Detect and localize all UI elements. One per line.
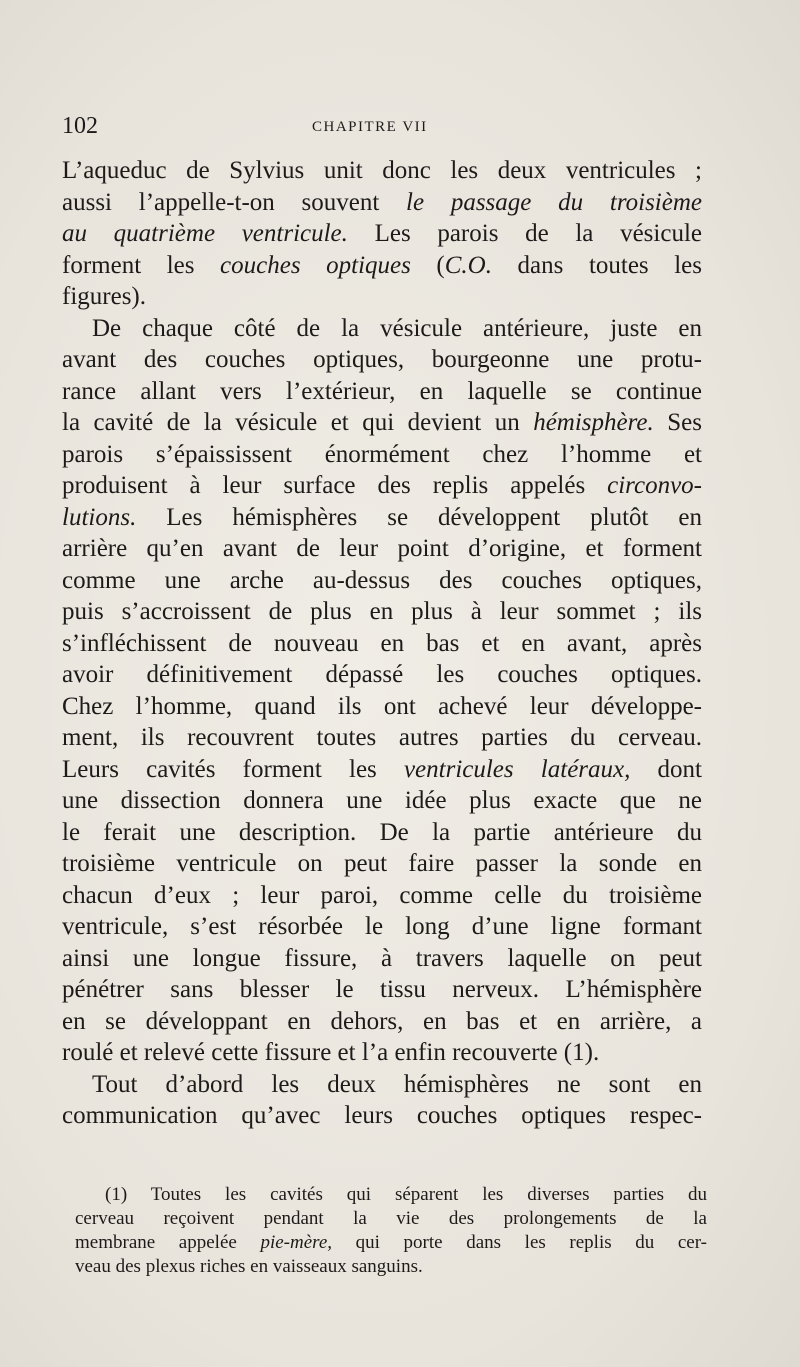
text-line: arrière qu’en avant de leur point d’origine, et forment: [62, 535, 702, 562]
text-line: chacun d’eux ; leur paroi, comme celle du troisième: [62, 881, 702, 909]
text-line: communication qu’avec leurs couches optiques respec-: [62, 1102, 702, 1129]
text-line: en se développant en dehors, en bas et en arrière, a: [62, 1007, 702, 1035]
text-line: le ferait une description. De la partie antérieure du: [62, 818, 702, 846]
footnote-line: cerveau reçoivent pendant la vie des prolongements de la: [75, 1208, 707, 1229]
text-line: s’infléchissent de nouveau en bas et en avant, après: [62, 629, 702, 657]
text-line: une dissection donnera une idée plus exacte que ne: [62, 787, 702, 814]
paragraph-start-line: De chaque côté de la vésicule antérieure, juste en: [92, 314, 702, 342]
text-line: parois s’épaississent énormément chez l’homme et: [62, 440, 702, 468]
paragraph-start-line: Tout d’abord les deux hémisphères ne sont en: [92, 1070, 702, 1098]
page-number: 102: [62, 113, 98, 139]
footnote: [75, 1183, 707, 1279]
text-line: Leurs cavités forment les ventricules latéraux, dont: [62, 755, 702, 783]
text-line: puis s’accroissent de plus en plus à leur sommet ; ils: [62, 598, 702, 625]
text-line: figures).: [62, 283, 146, 310]
text-line: lutions. Les hémisphères se développent plutôt en: [62, 503, 702, 531]
text-line: avant des couches optiques, bourgeonne une protu-: [62, 346, 702, 373]
text-line: avoir définitivement dépassé les couches optiques.: [62, 661, 702, 688]
text-line: comme une arche au-dessus des couches optiques,: [62, 566, 702, 594]
chapter-title: CHAPITRE VII: [312, 119, 428, 135]
running-head: [62, 113, 702, 143]
text-line: aussi l’appelle-t-on souvent le passage du troisième: [62, 188, 702, 216]
text-line: au quatrième ventricule. Les parois de la vésicule: [62, 220, 702, 247]
footnote-line: membrane appelée pie-mère, qui porte dans les replis du cer-: [75, 1232, 707, 1253]
text-line: rance allant vers l’extérieur, en laquelle se continue: [62, 377, 702, 405]
text-line: la cavité de la vésicule et qui devient un hémisphère. Ses: [62, 409, 702, 436]
text-line: L’aqueduc de Sylvius unit donc les deux ventricules ;: [62, 157, 702, 184]
text-line: ment, ils recouvrent toutes autres parties du cerveau.: [62, 724, 702, 751]
text-line: ventricule, s’est résorbée le long d’une ligne formant: [62, 913, 702, 940]
footnote-line: (1) Toutes les cavités qui séparent les diverses parties du: [105, 1184, 707, 1205]
text-line: produisent à leur surface des replis appelés circonvo-: [62, 472, 702, 499]
text-line: forment les couches optiques (C.O. dans toutes les: [62, 251, 702, 279]
text-line: ainsi une longue fissure, à travers laquelle on peut: [62, 944, 702, 972]
text-line: pénétrer sans blesser le tissu nerveux. L’hémisphère: [62, 976, 702, 1003]
text-line: Chez l’homme, quand ils ont achevé leur développe-: [62, 692, 702, 720]
footnote-line: veau des plexus riches en vaisseaux sanguins.: [75, 1256, 423, 1277]
text-line: troisième ventricule on peut faire passer la sonde en: [62, 850, 702, 877]
text-line: roulé et relevé cette fissure et l’a enfin recouverte (1).: [62, 1039, 600, 1066]
body-text: [62, 155, 702, 1132]
